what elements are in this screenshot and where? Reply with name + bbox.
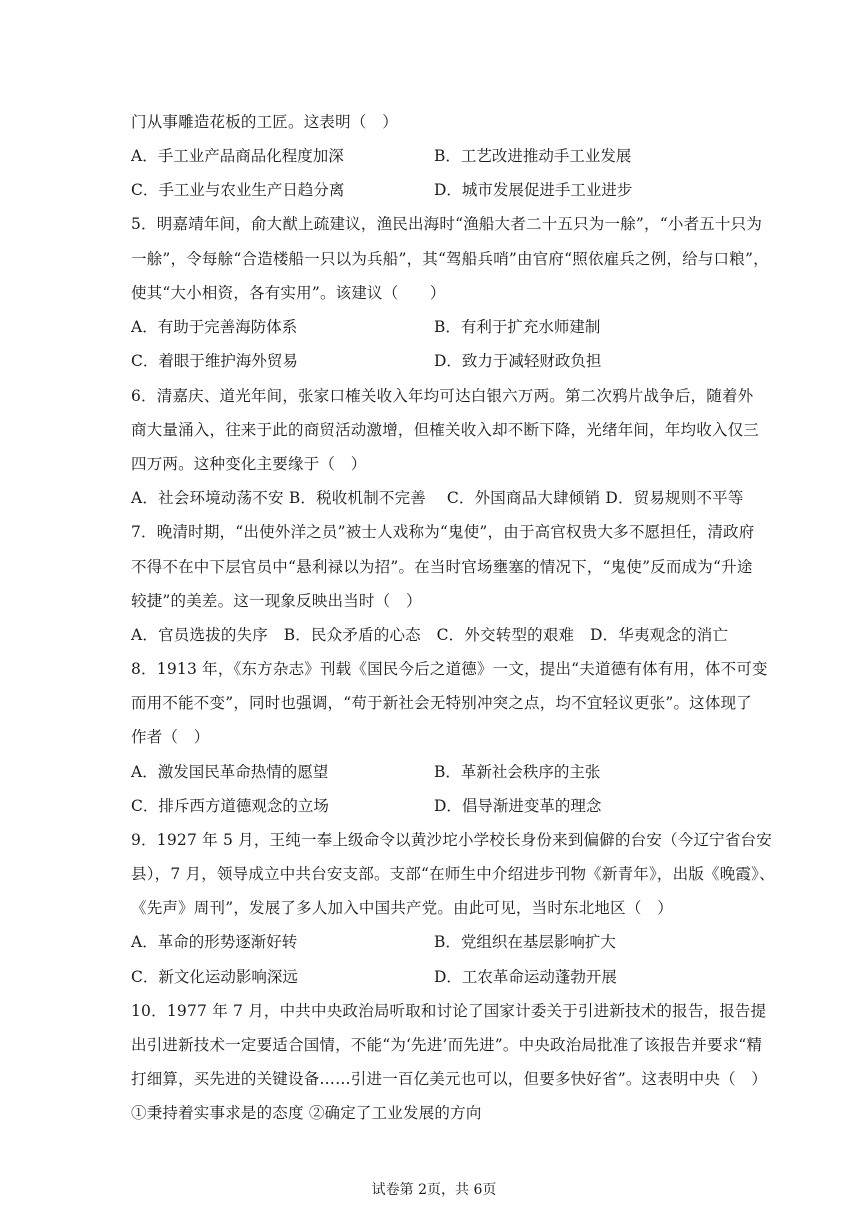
q7-stem-line: 7．晚清时期，“出使外洋之员”被士人戏称为“鬼使”，由于高官权贵大多不愿担任，清政府	[131, 523, 755, 541]
q8-option-a: A．激发国民革命热情的愿望	[131, 763, 329, 781]
q7-options: A．官员选拔的失序 B．民众矛盾的心态 C．外交转型的艰难 D．华夷观念的消亡	[131, 626, 729, 644]
q8-option-d: D．倡导渐进变革的理念	[434, 797, 602, 815]
q10-stem-line: 打细算，买先进的关键设备……引进一百亿美元也可以，但要多快好省”。这表明中央（ ）	[131, 1070, 768, 1088]
q7-stem-line: 较捷”的美差。这一现象反映出当时（ ）	[131, 592, 422, 610]
q5-option-c: C．着眼于维护海外贸易	[131, 352, 298, 370]
q8-stem-line: 而用不能不变”，同时也强调，“苟于新社会无特别冲突之点，均不宜轻议更张”。这体现了	[131, 694, 752, 712]
q9-stem-line: 县），7 月，领导成立中共台安支部。支部“在师生中介绍进步刊物《新青年》，出版《晚霞》、	[131, 865, 775, 883]
q5-option-d: D．致力于减轻财政负担	[434, 352, 602, 370]
q5-stem-line: 5．明嘉靖年间，俞大猷上疏建议，渔民出海时“渔船大者二十五只为一艅”，“小者五十只为	[131, 215, 763, 233]
q7-stem-line: 不得不在中下层官员中“悬利禄以为招”。在当时官场壅塞的情况下，“鬼使”反而成为“升途	[131, 558, 753, 576]
q9-option-d: D．工农革命运动蓬勃开展	[434, 968, 617, 986]
q4-option-b: B．工艺改进推动手工业发展	[434, 147, 632, 165]
page-footer: 试卷第 2页，共 6页	[371, 1182, 497, 1198]
q6-stem-line: 6．清嘉庆、道光年间，张家口榷关收入年均可达白银六万两。第二次鸦片战争后，随着外	[131, 387, 754, 405]
q8-stem-line: 8．1913 年，《东方杂志》刊载《国民今后之道德》一文，提出“夫道德有体有用，体不可变	[131, 660, 768, 678]
q8-option-c: C．排斥西方道德观念的立场	[131, 797, 329, 815]
q9-option-c: C．新文化运动影响深远	[131, 968, 298, 986]
q5-stem-line: 使其“大小相资，各有实用”。该建议（ ）	[131, 284, 446, 302]
q10-stem-line: 出引进新技术一定要适合国情，不能“为‘先进’而先进”。中央政治局批准了该报告并要求“精	[131, 1036, 763, 1054]
q4-option-c: C．手工业与农业生产日趋分离	[131, 181, 345, 199]
q4-option-d: D．城市发展促进手工业进步	[434, 181, 633, 199]
q6-stem-line: 商大量涌入，往来于此的商贸活动激增，但榷关收入却不断下降，光绪年间，年均收入仅三	[131, 421, 760, 439]
q4-stem-line: 门从事雕造花板的工匠。这表明（ ）	[131, 113, 398, 131]
q5-option-b: B．有利于扩充水师建制	[434, 318, 601, 336]
q4-option-a: A．手工业产品商品化程度加深	[131, 147, 344, 165]
q5-stem-line: 一艅”，令每艅“合造楼船一只以为兵船”，其“驾船兵哨”由官府“照依雇兵之例，给与口粮”，	[131, 250, 769, 268]
q9-stem-line: 9．1927 年 5 月，王纯一奉上级命令以黄沙坨小学校长身份来到偏僻的台安（今辽宁省台安	[131, 831, 772, 849]
q8-option-b: B．革新社会秩序的主张	[434, 763, 601, 781]
q9-stem-line: 《先声》周刊”，发展了多人加入中国共产党。由此可见，当时东北地区（ ）	[131, 899, 673, 917]
q5-option-a: A．有助于完善海防体系	[131, 318, 298, 336]
q10-stem-line: 10．1977 年 7 月，中共中央政治局听取和讨论了国家计委关于引进新技术的报告，报告提	[131, 1002, 767, 1020]
q6-stem-line: 四万两。这种变化主要缘于（ ）	[131, 455, 367, 473]
q6-options: A．社会环境动荡不安 B．税收机制不完善 C．外国商品大肆倾销 D．贸易规则不平等	[131, 489, 744, 507]
q10-statements: ①秉持着实事求是的态度 ②确定了工业发展的方向	[131, 1104, 482, 1122]
q9-option-a: A．革命的形势逐渐好转	[131, 933, 298, 951]
q8-stem-line: 作者（ ）	[131, 728, 210, 746]
q9-option-b: B．党组织在基层影响扩大	[434, 933, 616, 951]
